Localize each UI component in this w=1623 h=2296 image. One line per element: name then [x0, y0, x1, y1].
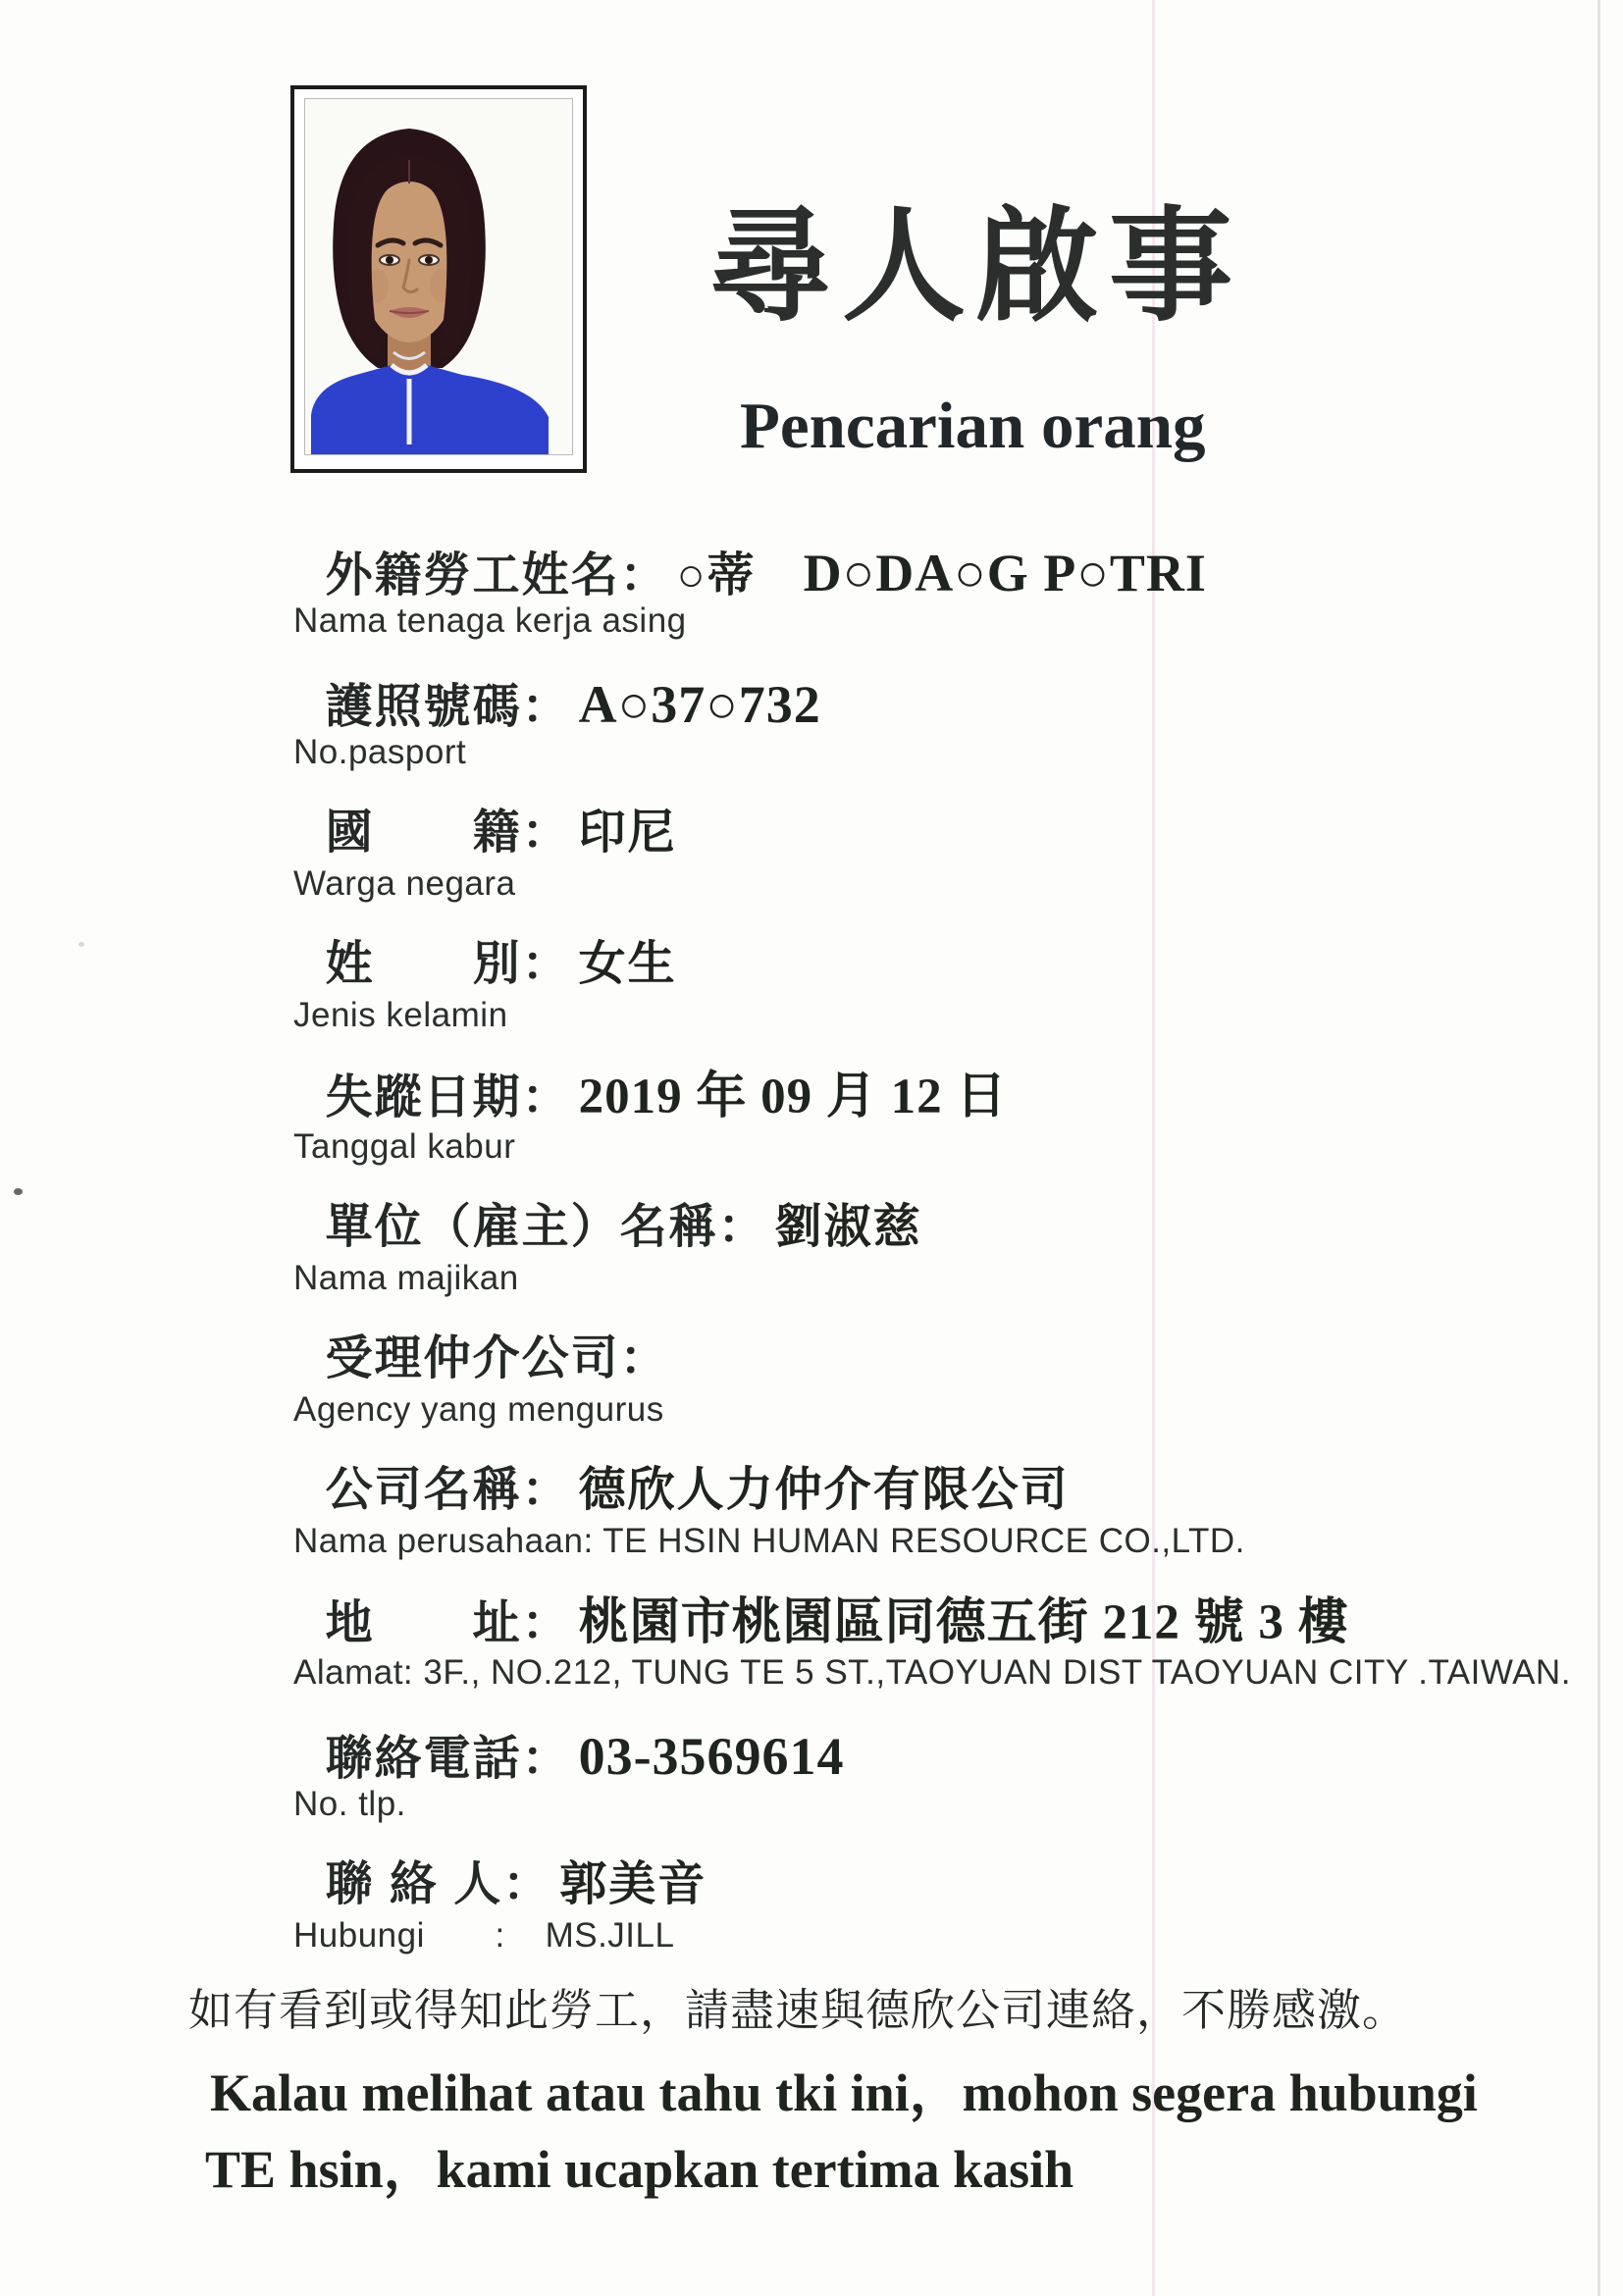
field-label: 地 址：: [325, 1596, 571, 1649]
field-label: 聯絡電話：: [325, 1732, 571, 1785]
field-sublabel: Nama majikan: [293, 1259, 519, 1297]
field-missing-date: [290, 1052, 1478, 1183]
field-sublabel: Agency yang mengurus: [293, 1390, 664, 1429]
field-label: 失蹤日期：: [325, 1070, 571, 1123]
field-sublabel: Nama tenaga kerja asing: [293, 601, 687, 640]
field-label: 公司名稱：: [325, 1463, 571, 1516]
field-value-cjk: 女生: [578, 937, 677, 990]
field-label: 受理仲介公司：: [325, 1331, 669, 1384]
field-sublabel: Hubungi : MS.JILL: [293, 1916, 675, 1955]
field-contact-person: [290, 1841, 1478, 1972]
field-worker-name: [290, 526, 1478, 657]
footer-appeal-chinese: 如有看到或得知此勞工，請盡速與德欣公司連絡，不勝感激。: [188, 1985, 1408, 2035]
field-value-cjk: 郭美音: [559, 1857, 707, 1910]
field-employer-name: [290, 1183, 1478, 1315]
field-sublabel: Warga negara: [293, 864, 516, 903]
field-value-latin: D○DA○G P○TRI: [803, 543, 1207, 602]
field-label: 單位（雇主）名稱：: [325, 1200, 767, 1253]
field-agency: [290, 1315, 1478, 1446]
notice-subtitle: Pencarian orang: [740, 390, 1206, 462]
field-value-address: 桃園市桃園區同德五街 212 號 3 樓: [578, 1594, 1349, 1650]
scan-speck-faint: [79, 942, 84, 947]
field-sublabel: Alamat: 3F., NO.212, TUNG TE 5 ST.,TAOYUAN DIST TAOYUAN CITY .TAIWAN.: [293, 1653, 1571, 1692]
field-label: 聯 絡 人：: [325, 1857, 552, 1910]
field-passport-no: [290, 657, 1478, 789]
field-phone: [290, 1709, 1478, 1841]
field-value-date: 2019 年 09 月 12 日: [578, 1069, 1008, 1124]
field-value-cjk: 印尼: [578, 806, 677, 859]
field-value-latin: A○37○732: [578, 674, 821, 734]
notice-title: 尋人啟事: [708, 197, 1242, 336]
scan-speck: [14, 1188, 23, 1195]
portrait-illustration: [305, 99, 572, 454]
field-address: [290, 1578, 1571, 1709]
field-label: 國 籍：: [325, 806, 571, 859]
field-value-cjk: 德欣人力仲介有限公司: [578, 1463, 1070, 1516]
field-label: 姓 別：: [325, 937, 571, 990]
field-sublabel: No. tlp.: [293, 1785, 406, 1823]
field-label: 護照號碼：: [325, 680, 571, 733]
field-nationality: [290, 789, 1478, 920]
footer-appeal-indonesian-2: TE hsin，kami ucapkan tertima kasih: [205, 2140, 1074, 2199]
field-list: [290, 526, 1571, 1972]
field-company-name: [290, 1446, 1478, 1578]
field-sublabel: Nama perusahaan: TE HSIN HUMAN RESOURCE CO.,LTD.: [293, 1522, 1245, 1560]
field-sublabel: No.pasport: [293, 733, 467, 771]
field-sublabel: Jenis kelamin: [293, 996, 508, 1034]
worker-photo: [304, 98, 573, 455]
field-gender: [290, 920, 1478, 1052]
field-sublabel: Tanggal kabur: [293, 1127, 516, 1166]
field-label: 外籍勞工姓名：: [325, 548, 669, 601]
field-value-cjk: 劉淑慈: [774, 1200, 922, 1253]
photo-frame: [290, 85, 587, 473]
field-value-latin: 03-3569614: [578, 1726, 845, 1786]
field-value-cjk: ○蒂: [676, 548, 757, 601]
footer-appeal-indonesian-1: Kalau melihat atau tahu tki ini，mohon segera hubungi: [210, 2063, 1478, 2122]
page-edge-line: [1597, 0, 1600, 2296]
